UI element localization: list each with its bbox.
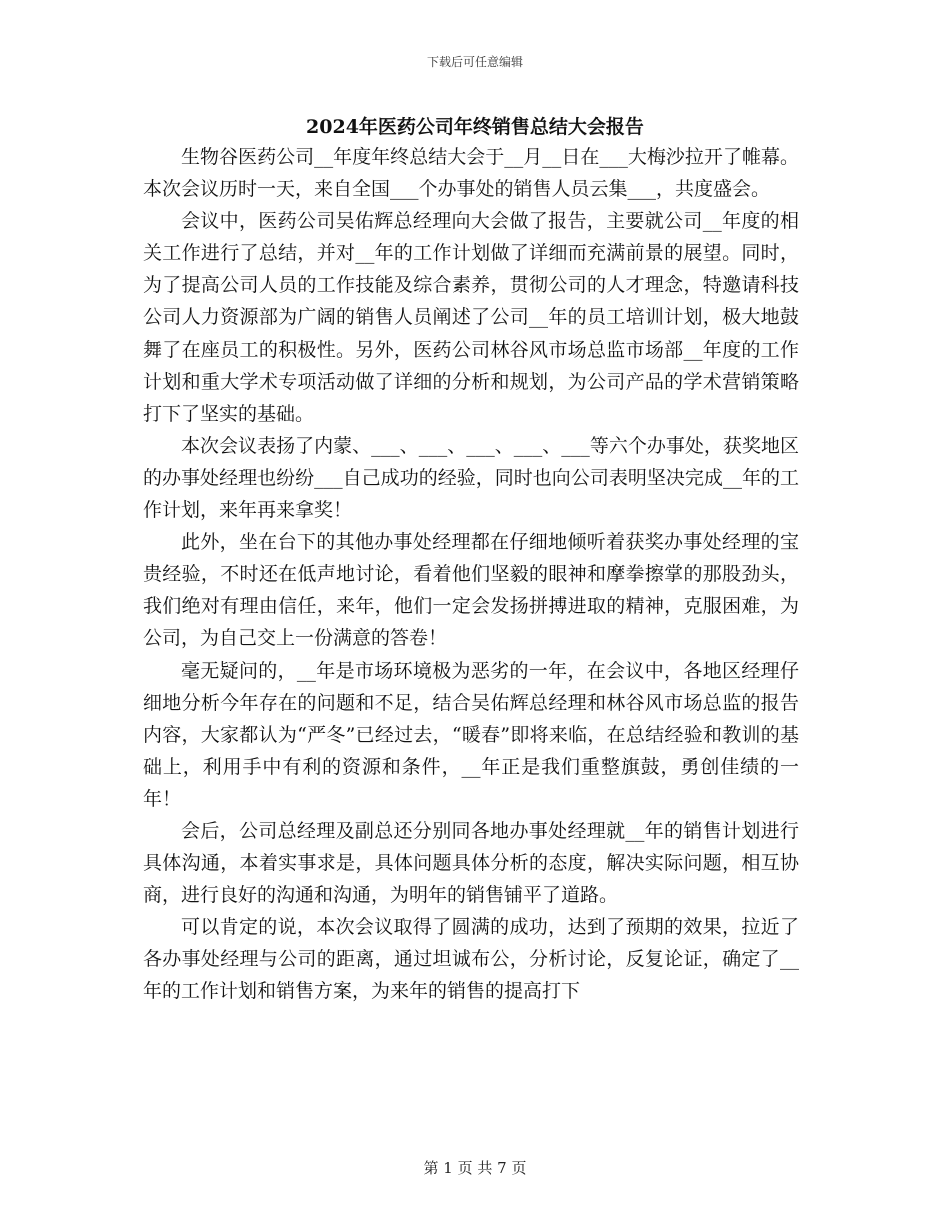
paragraph-5: 毫无疑问的，__年是市场环境极为恶劣的一年，在会议中，各地区经理仔细地分析今年存在的问题和不足，结合吴佑辉总经理和林谷风市场总监的报告内容，大家都认为“严冬”已经过去，“暖春”即将来临，在总结经验和教训的基础上，利用手中有利的资源和条件，__年正是我们重整旗鼓，勇创佳绩的一年！ [143, 659, 799, 810]
page-number: 第 1 页 共 7 页 [423, 1159, 527, 1177]
header-note: 下载后可任意编辑 [426, 55, 523, 69]
paragraph-7: 可以肯定的说，本次会议取得了圆满的成功，达到了预期的效果，拉近了各办事处经理与公司的距离，通过坦诚布公，分析讨论，反复论证，确定了__年的工作计划和销售方案，为来年的销售的提高打下 [143, 916, 799, 1003]
document-title: 2024年医药公司年终销售总结大会报告 [306, 116, 644, 138]
paragraph-4: 此外，坐在台下的其他办事处经理都在仔细地倾听着获奖办事处经理的宝贵经验，不时还在低声地讨论，看着他们坚毅的眼神和摩拳擦掌的那股劲头，我们绝对有理由信任，来年，他们一定会发扬拼搏进取的精神，克服困难，为公司，为自己交上一份满意的答卷！ [143, 531, 799, 650]
paragraph-3: 本次会议表扬了内蒙、___、___、___、___、___等六个办事处，获奖地区的办事处经理也纷纷___自己成功的经验，同时也向公司表明坚决完成__年的工作计划，来年再来拿奖！ [143, 434, 799, 522]
paragraph-1: 生物谷医药公司__年度年终总结大会于__月__日在___大梅沙拉开了帷幕。本次会议历时一天，来自全国___个办事处的销售人员云集___，共度盛会。 [143, 146, 799, 201]
paragraph-2: 会议中，医药公司吴佑辉总经理向大会做了报告，主要就公司__年度的相关工作进行了总结，并对__年的工作计划做了详细而充满前景的展望。同时，为了提高公司人员的工作技能及综合素养，贯彻公司的人才理念，特邀请科技公司人力资源部为广阔的销售人员阐述了公司__年的员工培训计划，极大地鼓舞了在座员工的积极性。另外，医药公司林谷风市场总监市场部__年度的工作计划和重大学术专项活动做了详细的分析和规划，为公司产品的学术营销策略打下了坚实的基础。 [143, 210, 799, 425]
document-body [143, 141, 799, 1008]
paragraph-6: 会后，公司总经理及副总还分别同各地办事处经理就__年的销售计划进行具体沟通，本着实事求是，具体问题具体分析的态度，解决实际问题，相互协商，进行良好的沟通和沟通，为明年的销售铺平了道路。 [143, 819, 799, 907]
